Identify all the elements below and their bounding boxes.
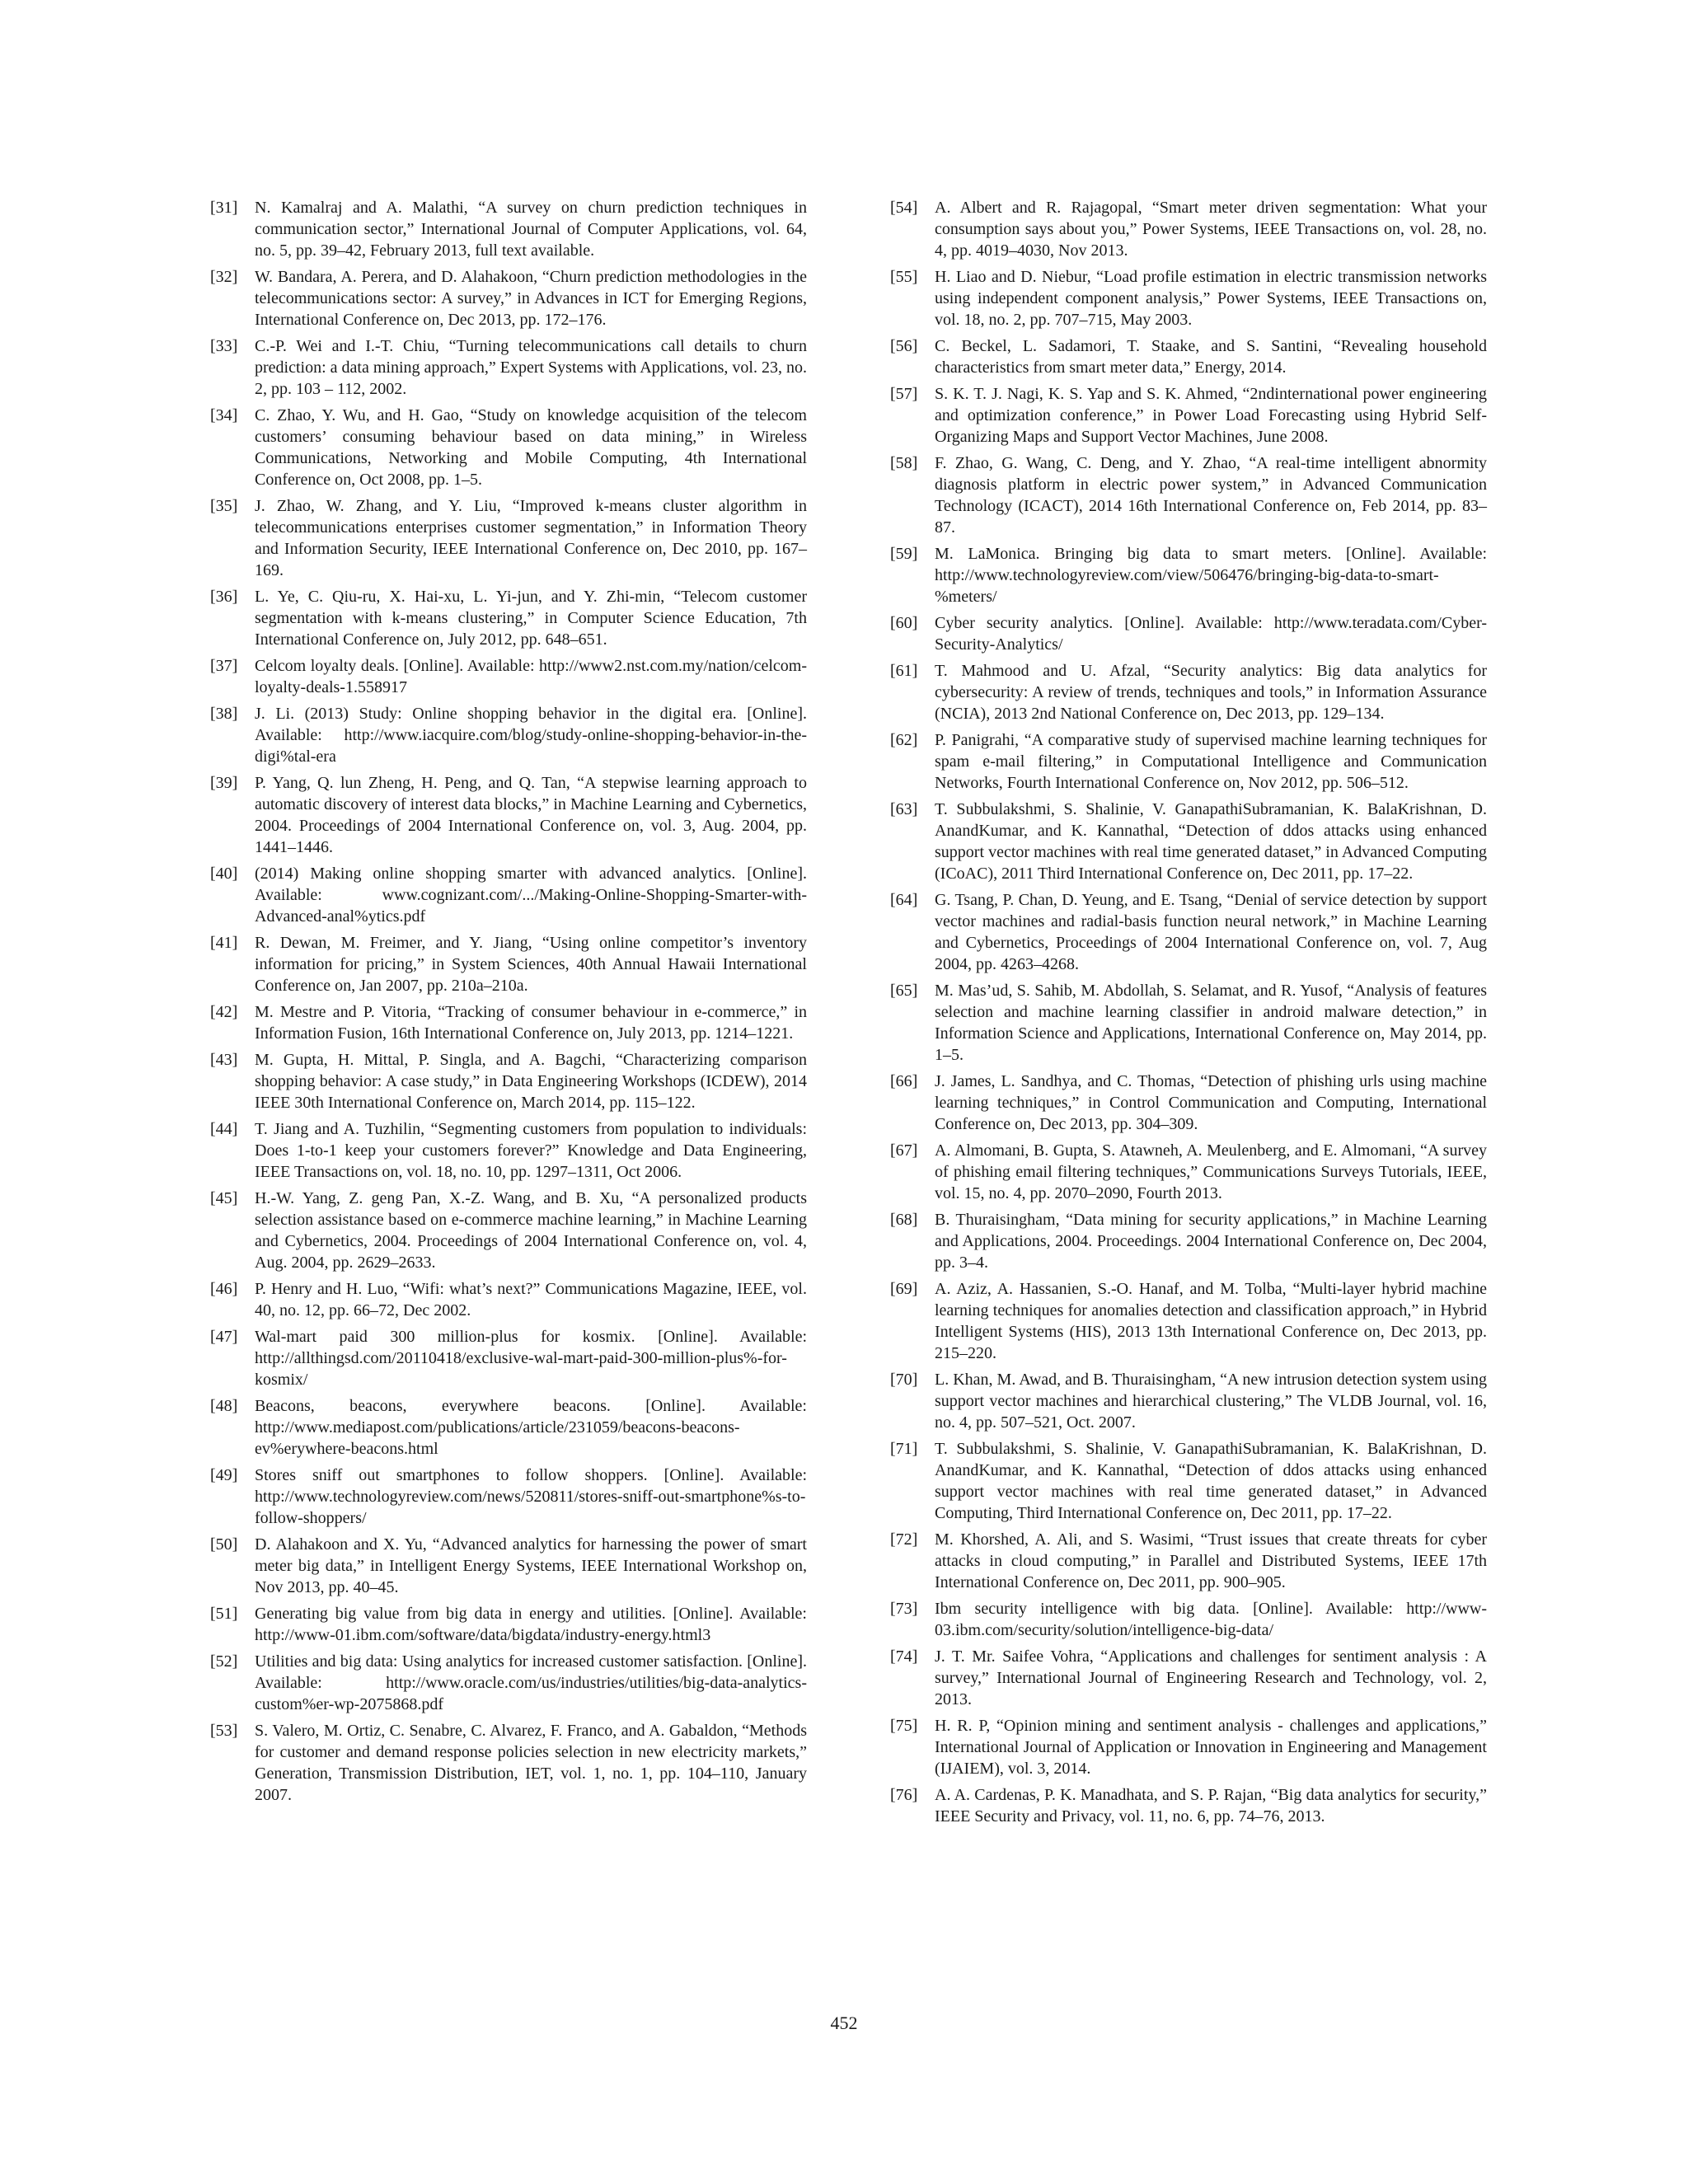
reference-text: N. Kamalraj and A. Malathi, “A survey on churn prediction techniques in communication sector,” International Journal of Computer Applications, vol. 64, no. 5, pp. 39–42, February 2013, full text available. <box>255 199 807 260</box>
reference-entry <box>210 586 807 650</box>
reference-entry <box>890 889 1487 975</box>
references-left-column <box>210 197 807 1811</box>
reference-text: W. Bandara, A. Perera, and D. Alahakoon, “Churn prediction methodologies in the telecommunications sector: A survey,” in Advances in ICT for Emerging Regions, International Conference on, Dec 2013, pp. 172–176. <box>255 268 807 329</box>
reference-number: [56] <box>890 337 918 355</box>
reference-entry <box>890 1646 1487 1710</box>
reference-number: [34] <box>210 406 238 424</box>
reference-entry <box>890 383 1487 448</box>
reference-number: [65] <box>890 982 918 1000</box>
reference-text: J. Zhao, W. Zhang, and Y. Liu, “Improved k-means cluster algorithm in telecommunications enterprises customer segmentation,” in Information Theory and Information Security, IEEE International Conference on, Dec 2010, pp. 167–169. <box>255 497 807 579</box>
reference-text: S. Valero, M. Ortiz, C. Senabre, C. Alvarez, F. Franco, and A. Gabaldon, “Methods for customer and demand response policies selection in new electricity markets,” Generation, Transmission Distribution, IET, vol. 1, no. 1, pp. 104–110, January 2007. <box>255 1722 807 1804</box>
reference-text: P. Yang, Q. lun Zheng, H. Peng, and Q. Tan, “A stepwise learning approach to automatic discovery of interest data blocks,” in Machine Learning and Cybernetics, 2004. Proceedings of 2004 International Conference on, vol. 3, Aug. 2004, pp. 1441–1446. <box>255 774 807 856</box>
reference-entry <box>890 1071 1487 1135</box>
reference-number: [72] <box>890 1530 918 1549</box>
reference-number: [73] <box>890 1600 918 1618</box>
reference-entry <box>890 452 1487 538</box>
reference-number: [71] <box>890 1440 918 1458</box>
reference-number: [54] <box>890 199 918 217</box>
reference-text: T. Mahmood and U. Afzal, “Security analytics: Big data analytics for cybersecurity: A review of trends, techniques and tools,” in Information Assurance (NCIA), 2013 2nd National Conference on, Dec 2013, pp. 129–134. <box>935 662 1487 723</box>
reference-text: M. Mestre and P. Vitoria, “Tracking of consumer behaviour in e-commerce,” in Information Fusion, 16th International Conference on, July 2013, pp. 1214–1221. <box>255 1003 807 1043</box>
reference-entry <box>210 1188 807 1273</box>
reference-text: M. Gupta, H. Mittal, P. Singla, and A. Bagchi, “Characterizing comparison shopping behavior: A case study,” in Data Engineering Workshops (ICDEW), 2014 IEEE 30th International Conference on, March 2014, pp. 115–122. <box>255 1051 807 1112</box>
reference-entry <box>210 335 807 400</box>
reference-number: [74] <box>890 1647 918 1666</box>
reference-text: Wal-mart paid 300 million-plus for kosmix. [Online]. Available: http://allthingsd.com/20110418/exclusive-wal-mart-paid-300-million-plus%-for-kosmix/ <box>255 1328 807 1389</box>
reference-number: [70] <box>890 1371 918 1389</box>
reference-entry <box>890 1784 1487 1827</box>
reference-entry <box>210 1278 807 1321</box>
reference-text: F. Zhao, G. Wang, C. Deng, and Y. Zhao, “A real-time intelligent abnormity diagnosis platform in electric power system,” in Advanced Communication Technology (ICACT), 2014 16th International Conference on, Feb 2014, pp. 83–87. <box>935 454 1487 537</box>
reference-entry <box>210 1603 807 1646</box>
reference-text: Celcom loyalty deals. [Online]. Available: http://www2.nst.com.my/nation/celcom-loyalty-deals-1.558917 <box>255 657 807 696</box>
reference-entry <box>890 1369 1487 1433</box>
reference-number: [46] <box>210 1280 238 1298</box>
reference-number: [67] <box>890 1141 918 1160</box>
reference-text: T. Jiang and A. Tuzhilin, “Segmenting customers from population to individuals: Does 1-to-1 keep your customers forever?” Knowledge and Data Engineering, IEEE Transactions on, vol. 18, no. 10, pp. 1297–1311, Oct 2006. <box>255 1120 807 1181</box>
reference-text: C.-P. Wei and I.-T. Chiu, “Turning telecommunications call details to churn prediction: a data mining approach,” Expert Systems with Applications, vol. 23, no. 2, pp. 103 – 112, 2002. <box>255 337 807 398</box>
reference-entry <box>890 1598 1487 1641</box>
reference-entry <box>210 932 807 996</box>
reference-number: [35] <box>210 497 238 515</box>
reference-entry <box>890 1278 1487 1364</box>
reference-number: [61] <box>890 662 918 680</box>
reference-number: [52] <box>210 1652 238 1671</box>
reference-entry <box>210 1001 807 1044</box>
reference-number: [58] <box>890 454 918 472</box>
reference-entry <box>890 980 1487 1066</box>
reference-entry <box>210 655 807 698</box>
reference-entry <box>210 1118 807 1183</box>
reference-entry <box>210 703 807 767</box>
reference-number: [76] <box>890 1786 918 1804</box>
reference-text: M. Khorshed, A. Ali, and S. Wasimi, “Trust issues that create threats for cyber attacks in cloud computing,” in Parallel and Distributed Systems, IEEE 17th International Conference on, Dec 2011, pp. 900–905. <box>935 1530 1487 1591</box>
reference-entry <box>890 1715 1487 1779</box>
reference-text: S. K. T. J. Nagi, K. S. Yap and S. K. Ahmed, “2ndinternational power engineering and optimization conference,” in Power Load Forecasting using Hybrid Self-Organizing Maps and Support Vector Machines, June 2008. <box>935 385 1487 446</box>
reference-text: L. Ye, C. Qiu-ru, X. Hai-xu, L. Yi-jun, and Y. Zhi-min, “Telecom customer segmentation with k-means clustering,” in Computer Science Education, 7th International Conference on, July 2012, pp. 648–651. <box>255 588 807 649</box>
reference-text: H.-W. Yang, Z. geng Pan, X.-Z. Wang, and B. Xu, “A personalized products selection assistance based on e-commerce machine learning,” in Machine Learning and Cybernetics, 2004. Proceedings of 2004 International Conference on, vol. 4, Aug. 2004, pp. 2629–2633. <box>255 1189 807 1272</box>
reference-entry <box>890 543 1487 607</box>
reference-text: Generating big value from big data in energy and utilities. [Online]. Available: http://www-01.ibm.com/software/data/bigdata/industry-energy.html3 <box>255 1605 807 1644</box>
reference-text: Utilities and big data: Using analytics for increased customer satisfaction. [Online]. Available: http://www.oracle.com/us/industries/utilities/big-data-analytics-custom%er-wp-2075868.pdf <box>255 1652 807 1713</box>
reference-text: C. Beckel, L. Sadamori, T. Staake, and S. Santini, “Revealing household characteristics from smart meter data,” Energy, 2014. <box>935 337 1487 377</box>
reference-text: Cyber security analytics. [Online]. Available: http://www.teradata.com/Cyber-Security-Analytics/ <box>935 614 1487 654</box>
reference-text: B. Thuraisingham, “Data mining for security applications,” in Machine Learning and Applications, 2004. Proceedings. 2004 International Conference on, Dec 2004, pp. 3–4. <box>935 1211 1487 1272</box>
reference-entry <box>890 1209 1487 1273</box>
reference-entry <box>210 266 807 330</box>
reference-entry <box>210 405 807 490</box>
reference-entry <box>210 1395 807 1460</box>
reference-number: [59] <box>890 545 918 563</box>
reference-number: [41] <box>210 934 238 952</box>
reference-entry <box>210 772 807 858</box>
reference-number: [51] <box>210 1605 238 1623</box>
reference-number: [60] <box>890 614 918 632</box>
references-right-column <box>890 197 1487 1832</box>
reference-text: D. Alahakoon and X. Yu, “Advanced analytics for harnessing the power of smart meter big data,” in Intelligent Energy Systems, IEEE International Workshop on, Nov 2013, pp. 40–45. <box>255 1535 807 1596</box>
reference-entry <box>210 1465 807 1529</box>
reference-text: J. T. Mr. Saifee Vohra, “Applications and challenges for sentiment analysis : A survey,” International Journal of Engineering Research and Technology, vol. 2, 2013. <box>935 1647 1487 1708</box>
reference-entry <box>210 1326 807 1390</box>
reference-number: [33] <box>210 337 238 355</box>
reference-entry <box>210 495 807 581</box>
reference-number: [39] <box>210 774 238 792</box>
page-number: 452 <box>830 2013 858 2033</box>
reference-number: [55] <box>890 268 918 286</box>
reference-number: [64] <box>890 891 918 909</box>
reference-entry <box>210 1534 807 1598</box>
reference-entry <box>890 335 1487 378</box>
reference-entry <box>210 863 807 927</box>
reference-number: [45] <box>210 1189 238 1207</box>
reference-entry <box>210 1720 807 1806</box>
reference-number: [36] <box>210 588 238 606</box>
reference-entry <box>890 1438 1487 1524</box>
reference-text: J. James, L. Sandhya, and C. Thomas, “Detection of phishing urls using machine learning techniques,” in Control Communication and Computing, International Conference on, Dec 2013, pp. 304–309. <box>935 1072 1487 1133</box>
reference-text: T. Subbulakshmi, S. Shalinie, V. GanapathiSubramanian, K. BalaKrishnan, D. AnandKumar, and K. Kannathal, “Detection of ddos attacks using enhanced support vector machines with real time generated dataset,” in Advanced Computing, Third International Conference on, Dec 2011, pp. 17–22. <box>935 1440 1487 1522</box>
reference-text: (2014) Making online shopping smarter with advanced analytics. [Online]. Available: www.cognizant.com/.../Making-Online-Shopping-Smarter-with-Advanced-anal%ytics.pdf <box>255 865 807 926</box>
reference-number: [50] <box>210 1535 238 1554</box>
reference-entry <box>210 1651 807 1715</box>
reference-number: [69] <box>890 1280 918 1298</box>
reference-text: J. Li. (2013) Study: Online shopping behavior in the digital era. [Online]. Available: http://www.iacquire.com/blog/study-online-shopping-behavior-in-the-digi%tal-era <box>255 705 807 766</box>
reference-number: [48] <box>210 1397 238 1415</box>
reference-text: R. Dewan, M. Freimer, and Y. Jiang, “Using online competitor’s inventory information for pricing,” in System Sciences, 40th Annual Hawaii International Conference on, Jan 2007, pp. 210a–210a. <box>255 934 807 995</box>
reference-number: [47] <box>210 1328 238 1346</box>
reference-number: [75] <box>890 1717 918 1735</box>
reference-number: [49] <box>210 1466 238 1484</box>
reference-entry <box>890 612 1487 655</box>
reference-number: [38] <box>210 705 238 723</box>
reference-entry <box>890 1140 1487 1204</box>
reference-text: Ibm security intelligence with big data. [Online]. Available: http://www-03.ibm.com/security/solution/intelligence-big-data/ <box>935 1600 1487 1639</box>
reference-text: A. Albert and R. Rajagopal, “Smart meter driven segmentation: What your consumption says about you,” Power Systems, IEEE Transactions on, vol. 28, no. 4, pp. 4019–4030, Nov 2013. <box>935 199 1487 260</box>
reference-number: [40] <box>210 865 238 883</box>
reference-text: L. Khan, M. Awad, and B. Thuraisingham, “A new intrusion detection system using support vector machines and hierarchical clustering,” The VLDB Journal, vol. 16, no. 4, pp. 507–521, Oct. 2007. <box>935 1371 1487 1432</box>
reference-text: H. Liao and D. Niebur, “Load profile estimation in electric transmission networks using independent component analysis,” Power Systems, IEEE Transactions on, vol. 18, no. 2, pp. 707–715, May 2003. <box>935 268 1487 329</box>
reference-text: G. Tsang, P. Chan, D. Yeung, and E. Tsang, “Denial of service detection by support vector machines and radial-basis function neural network,” in Machine Learning and Cybernetics, Proceedings of 2004 International Conference on, vol. 7, Aug 2004, pp. 4263–4268. <box>935 891 1487 973</box>
reference-text: Beacons, beacons, everywhere beacons. [Online]. Available: http://www.mediapost.com/publications/article/231059/beacons-beacons-ev%erywhere-beacons.html <box>255 1397 807 1458</box>
reference-text: M. LaMonica. Bringing big data to smart meters. [Online]. Available: http://www.technologyreview.com/view/506476/bringing-big-data-to-smart-%meters/ <box>935 545 1487 606</box>
reference-text: A. Almomani, B. Gupta, S. Atawneh, A. Meulenberg, and E. Almomani, “A survey of phishing email filtering techniques,” Communications Surveys Tutorials, IEEE, vol. 15, no. 4, pp. 2070–2090, Fourth 2013. <box>935 1141 1487 1202</box>
reference-entry <box>210 197 807 261</box>
reference-entry <box>890 799 1487 884</box>
reference-number: [42] <box>210 1003 238 1021</box>
reference-number: [68] <box>890 1211 918 1229</box>
reference-text: P. Panigrahi, “A comparative study of supervised machine learning techniques for spam e-mail filtering,” in Computational Intelligence and Communication Networks, Fourth International Conference on, Nov 2012, pp. 506–512. <box>935 731 1487 792</box>
reference-number: [43] <box>210 1051 238 1069</box>
reference-text: C. Zhao, Y. Wu, and H. Gao, “Study on knowledge acquisition of the telecom customers’ consuming behaviour based on data mining,” in Wireless Communications, Networking and Mobile Computing, 4th International Conference on, Oct 2008, pp. 1–5. <box>255 406 807 489</box>
reference-number: [66] <box>890 1072 918 1090</box>
reference-number: [44] <box>210 1120 238 1138</box>
reference-text: M. Mas’ud, S. Sahib, M. Abdollah, S. Selamat, and R. Yusof, “Analysis of features selection and machine learning classifier in android malware detection,” in Information Science and Applications, International Conference on, May 2014, pp. 1–5. <box>935 982 1487 1064</box>
reference-entry <box>890 729 1487 794</box>
reference-text: T. Subbulakshmi, S. Shalinie, V. GanapathiSubramanian, K. BalaKrishnan, D. AnandKumar, and K. Kannathal, “Detection of ddos attacks using enhanced support vector machines with real time generated dataset,” in Advanced Computing (ICoAC), 2011 Third International Conference on, Dec 2011, pp. 17–22. <box>935 800 1487 883</box>
reference-number: [62] <box>890 731 918 749</box>
reference-text: Stores sniff out smartphones to follow shoppers. [Online]. Available: http://www.technologyreview.com/news/520811/stores-sniff-out-smartphone%s-to-follow-shoppers/ <box>255 1466 807 1527</box>
reference-number: [53] <box>210 1722 238 1740</box>
reference-entry <box>210 1049 807 1113</box>
reference-entry <box>890 197 1487 261</box>
reference-number: [57] <box>890 385 918 403</box>
reference-entry <box>890 266 1487 330</box>
reference-number: [32] <box>210 268 238 286</box>
reference-entry <box>890 660 1487 724</box>
reference-text: P. Henry and H. Luo, “Wifi: what’s next?” Communications Magazine, IEEE, vol. 40, no. 12, pp. 66–72, Dec 2002. <box>255 1280 807 1319</box>
reference-text: A. A. Cardenas, P. K. Manadhata, and S. P. Rajan, “Big data analytics for security,” IEEE Security and Privacy, vol. 11, no. 6, pp. 74–76, 2013. <box>935 1786 1487 1825</box>
reference-text: H. R. P, “Opinion mining and sentiment analysis - challenges and applications,” International Journal of Application or Innovation in Engineering and Management (IJAIEM), vol. 3, 2014. <box>935 1717 1487 1778</box>
reference-text: A. Aziz, A. Hassanien, S.-O. Hanaf, and M. Tolba, “Multi-layer hybrid machine learning techniques for anomalies detection and classification approach,” in Hybrid Intelligent Systems (HIS), 2013 13th International Conference on, Dec 2013, pp. 215–220. <box>935 1280 1487 1362</box>
reference-number: [31] <box>210 199 238 217</box>
reference-number: [37] <box>210 657 238 675</box>
reference-entry <box>890 1529 1487 1593</box>
reference-number: [63] <box>890 800 918 818</box>
